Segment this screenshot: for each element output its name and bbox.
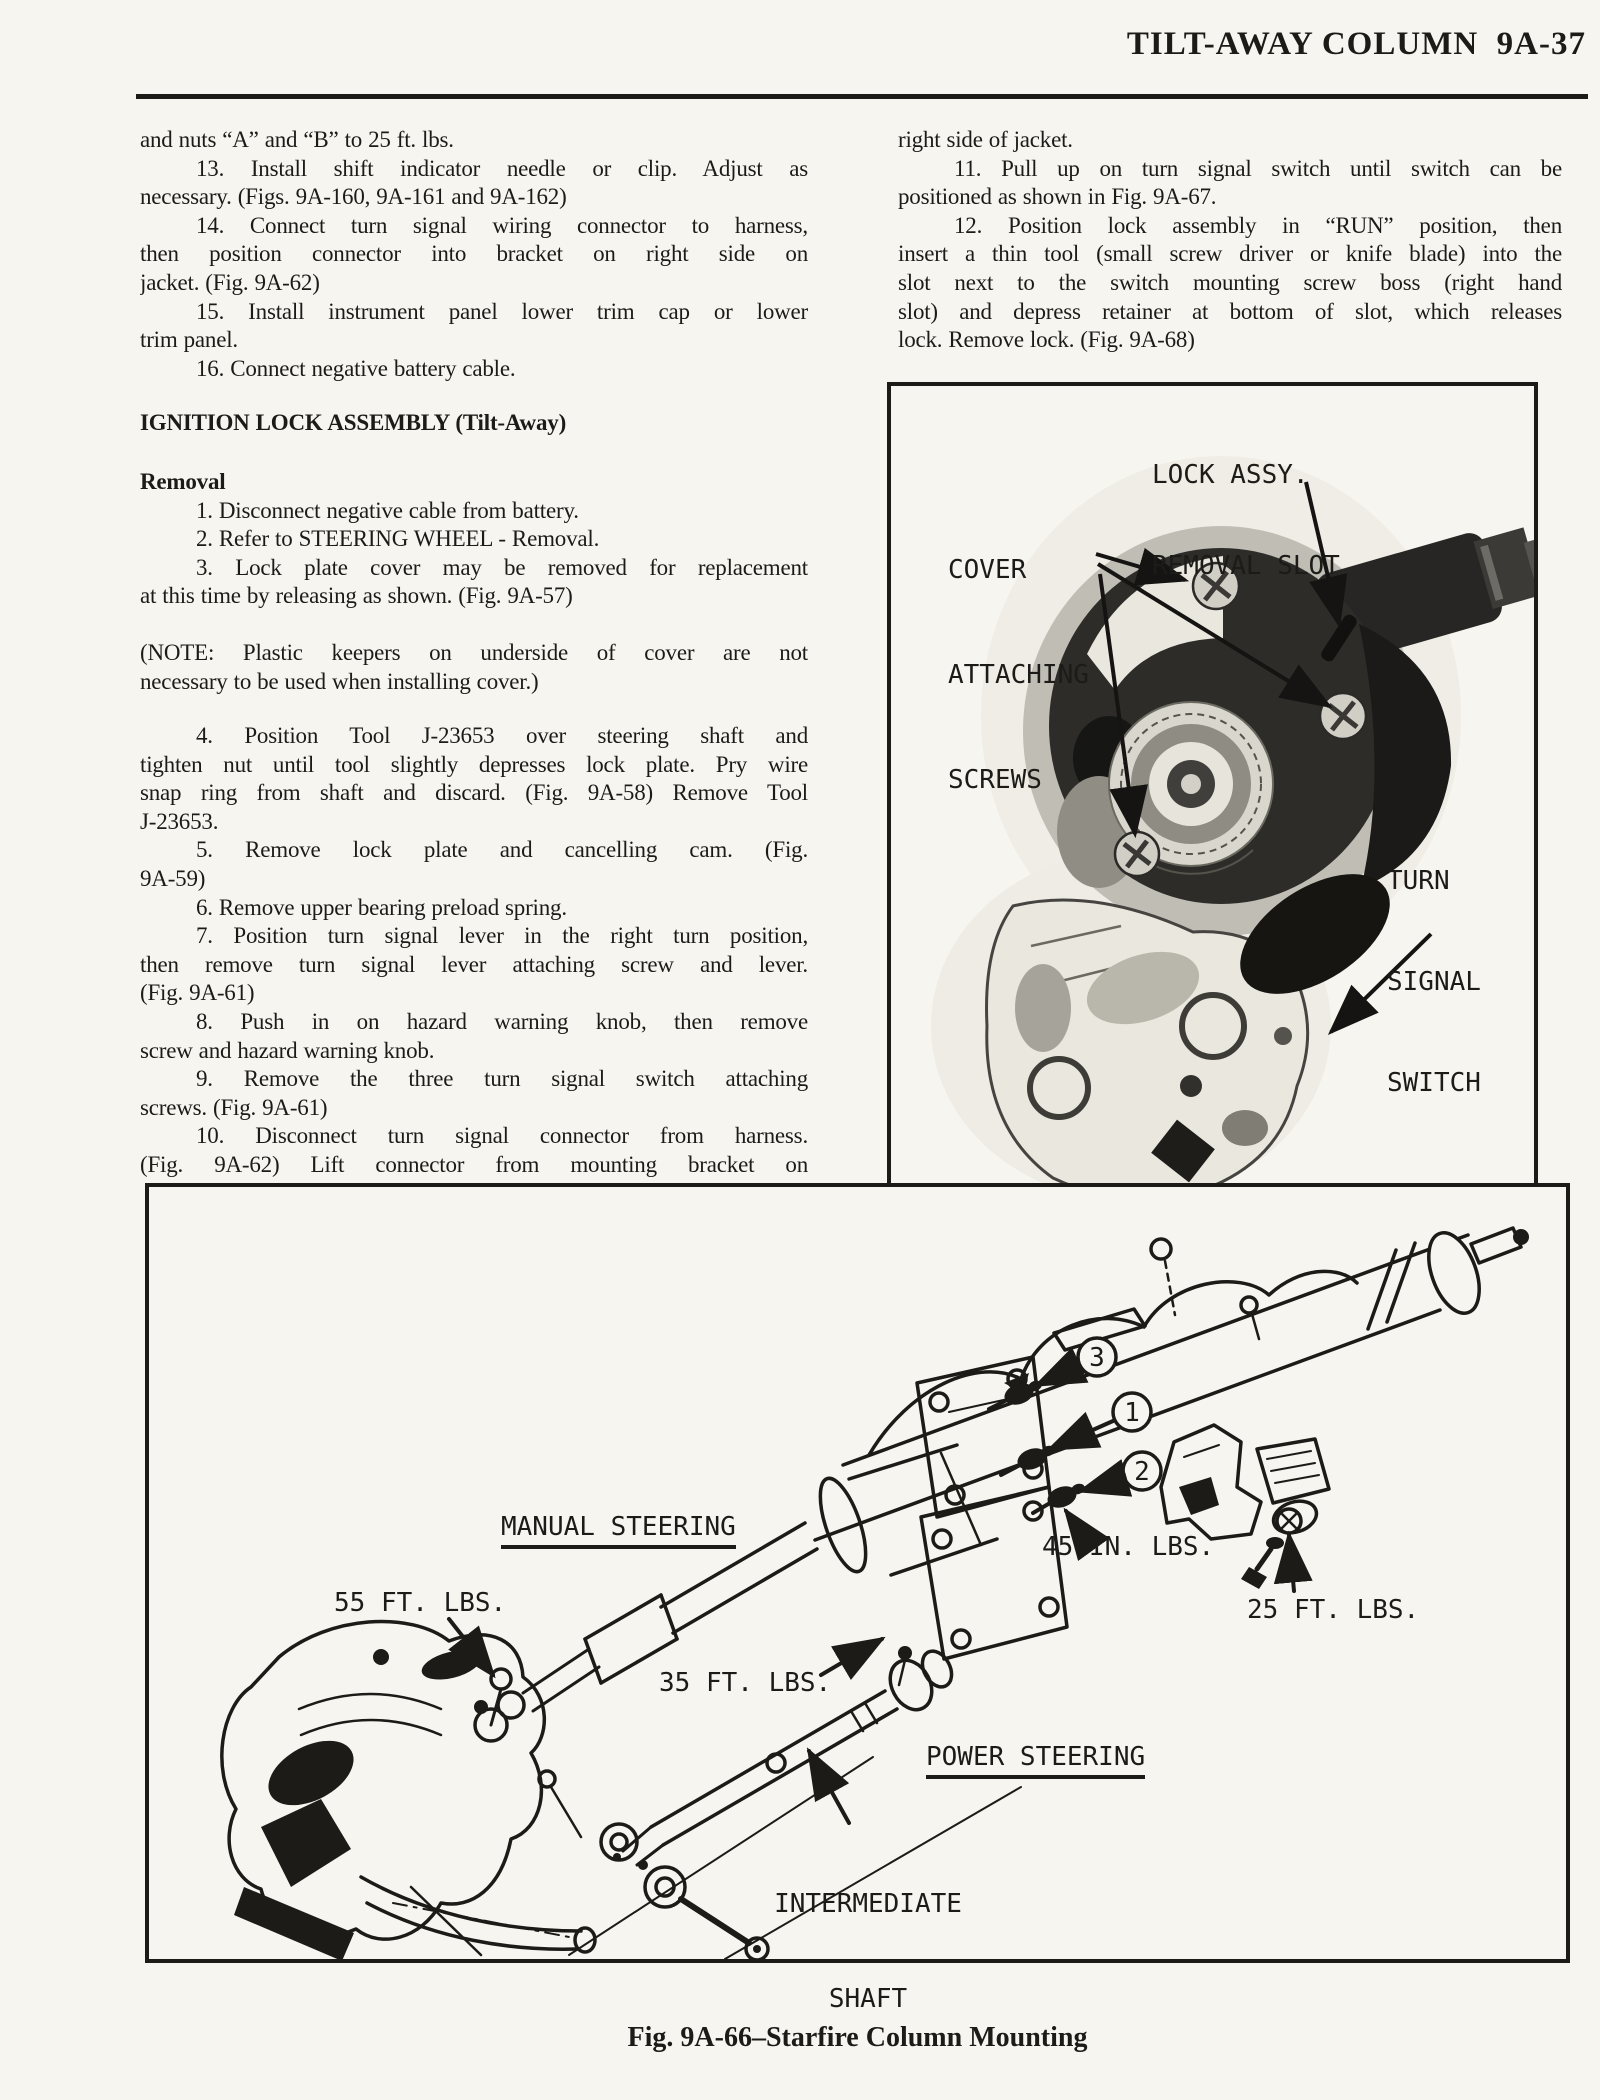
label-line: SHAFT	[828, 1984, 908, 2014]
label-line: ATTACHING	[948, 660, 1089, 690]
text-line: 14. Connect turn signal wiring connector to harness,	[196, 212, 808, 238]
text-line: 4. Position Tool J-23653 over steering shaft and	[196, 723, 808, 749]
section-heading: IGNITION LOCK ASSEMBLY (Tilt-Away)	[140, 410, 567, 436]
text-line: screws. (Fig. 9A-61)	[140, 1094, 328, 1120]
right-column	[898, 126, 1562, 355]
power-steering-bracket	[1161, 1425, 1329, 1589]
text-line: 1. Disconnect negative cable from battery.	[196, 497, 579, 523]
text-line: tighten nut until tool slightly depresses lock plate. Pry wire	[140, 751, 808, 777]
text-line: insert a thin tool (small screw driver or knife blade) into the	[898, 241, 1562, 267]
label-line: SIGNAL	[1387, 967, 1481, 997]
figure-9a-66-caption: Fig. 9A-66–Starfire Column Mounting	[627, 2022, 1088, 2053]
text-line: 6. Remove upper bearing preload spring.	[196, 894, 567, 920]
text-line: 9. Remove the three turn signal switch attaching	[196, 1066, 808, 1092]
text-line: then remove turn signal lever attaching screw and lever.	[140, 951, 808, 977]
text-line: 16. Connect negative battery cable.	[196, 355, 516, 381]
text-line: trim panel.	[140, 327, 238, 353]
label-line: SWITCH	[1387, 1068, 1481, 1098]
text-line: slot next to the switch mounting screw boss (right hand	[898, 269, 1562, 295]
sub-heading: Removal	[140, 468, 226, 494]
text-line: slot) and depress retainer at bottom of slot, which releases	[898, 298, 1562, 324]
text-line: screw and hazard warning knob.	[140, 1037, 435, 1063]
page-title: TILT-AWAY COLUMN 9A-37	[1126, 26, 1586, 62]
text-line: 15. Install instrument panel lower trim cap or lower	[196, 298, 808, 324]
text-line: 3. Lock plate cover may be removed for replacement	[196, 554, 808, 580]
text-line: 8. Push in on hazard warning knob, then remove	[196, 1009, 808, 1035]
text-line: 2. Refer to STEERING WHEEL - Removal.	[196, 526, 600, 552]
torque-arrows	[449, 1366, 1294, 1823]
figure-9a-67	[887, 382, 1538, 1218]
text-line: 5. Remove lock plate and cancelling cam. (Fig.	[196, 837, 808, 863]
text-line: (Fig. 9A-62) Lift connector from mounting bracket on	[140, 1152, 808, 1177]
text-line: lock. Remove lock. (Fig. 9A-68)	[898, 327, 1195, 353]
label-25-ft-lbs: 25 FT. LBS.	[1247, 1595, 1420, 1625]
text-line: 7. Position turn signal lever in the right turn position,	[196, 923, 808, 949]
callout-number-2: 2	[1134, 1457, 1150, 1487]
text-line: 12. Position lock assembly in “RUN” position, then	[954, 212, 1562, 238]
label-manual-steering: MANUAL STEERING	[501, 1512, 736, 1549]
label-line: INTERMEDIATE	[774, 1889, 962, 1919]
left-column	[140, 126, 808, 1180]
label-cover-attaching-screws	[948, 488, 1089, 863]
text-line: and nuts “A” and “B” to 25 ft. lbs.	[140, 127, 454, 152]
text-line: necessary. (Figs. 9A-160, 9A-161 and 9A-162)	[140, 184, 567, 210]
label-lock-assy-removal-slot	[1152, 400, 1340, 642]
note-line: (NOTE: Plastic keepers on underside of cover are not	[140, 639, 808, 665]
figure-9a-66	[145, 1183, 1570, 2014]
text-line: J-23653.	[140, 808, 219, 834]
callout-number-3: 3	[1089, 1343, 1105, 1373]
text-line: right side of jacket.	[898, 127, 1073, 152]
note-line: necessary to be used when installing cover.)	[140, 668, 539, 694]
text-line: 11. Pull up on turn signal switch until switch can be	[954, 155, 1562, 181]
text-line: 9A-59)	[140, 866, 206, 892]
text-line: (Fig. 9A-61)	[140, 980, 255, 1006]
label-45-in-lbs: 45 IN. LBS.	[1042, 1532, 1215, 1562]
text-line: 10. Disconnect turn signal connector from harness.	[196, 1123, 808, 1149]
label-55-ft-lbs: 55 FT. LBS.	[334, 1588, 507, 1618]
text-line: jacket. (Fig. 9A-62)	[140, 269, 320, 295]
text-line: 13. Install shift indicator needle or clip. Adjust as	[196, 155, 808, 181]
text-line: snap ring from shaft and discard. (Fig. 9A-58) Remove Tool	[140, 780, 808, 806]
label-line: REMOVAL SLOT	[1152, 551, 1340, 581]
header-rule	[136, 94, 1588, 99]
text-line: at this time by releasing as shown. (Fig. 9A-57)	[140, 583, 573, 609]
label-35-ft-lbs: 35 FT. LBS.	[659, 1668, 832, 1698]
label-line: COVER	[948, 555, 1027, 585]
label-line: TURN	[1387, 866, 1450, 896]
callout-number-1: 1	[1124, 1398, 1140, 1428]
text-line: then position connector into bracket on right side on	[140, 241, 808, 267]
label-turn-signal-switch	[1387, 801, 1481, 1164]
label-line: SCREWS	[948, 765, 1042, 795]
label-power-steering: POWER STEERING	[926, 1742, 1145, 1779]
text-line: positioned as shown in Fig. 9A-67.	[898, 184, 1217, 210]
label-line: LOCK ASSY.	[1152, 460, 1309, 490]
